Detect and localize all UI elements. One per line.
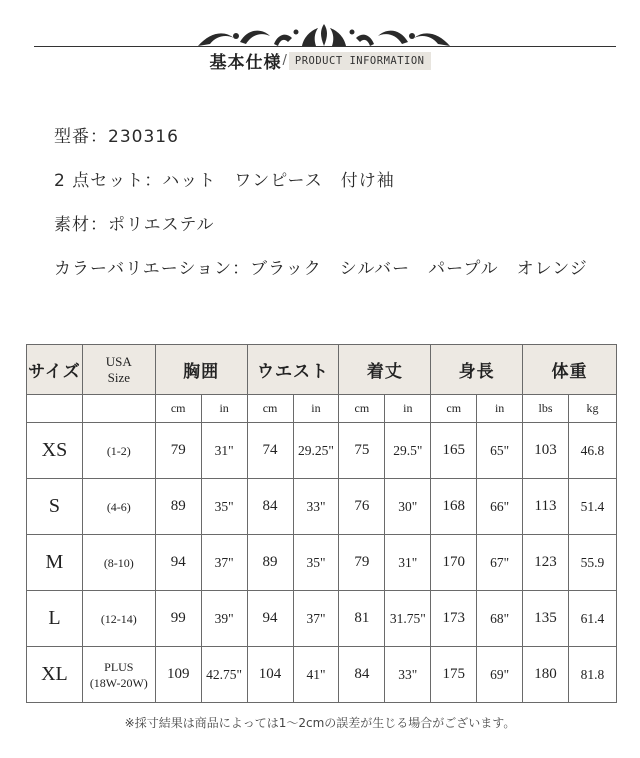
unit-label: in	[385, 395, 431, 423]
value-cell: 165	[431, 423, 477, 479]
units-blank	[82, 395, 155, 423]
heading-title: 基本仕様	[209, 53, 282, 73]
value-cell: 113	[523, 479, 569, 535]
value-cell: 89	[155, 479, 201, 535]
value-cell: 35"	[293, 535, 339, 591]
value-cell: 35"	[201, 479, 247, 535]
value-cell: 69"	[477, 647, 523, 703]
value-cell: 94	[247, 591, 293, 647]
decorative-ornament-icon	[190, 22, 458, 48]
usa-size-cell	[82, 535, 155, 591]
value-cell: 31"	[201, 423, 247, 479]
value-cell: 168	[431, 479, 477, 535]
value-cell: 75	[339, 423, 385, 479]
table-row	[27, 423, 617, 479]
header-waist: ウエスト	[247, 345, 339, 395]
value-cell: 79	[155, 423, 201, 479]
unit-label: cm	[247, 395, 293, 423]
value-cell: 170	[431, 535, 477, 591]
size-table	[26, 344, 617, 703]
usa-size-text: (18W-20W)	[89, 675, 148, 690]
unit-label: in	[477, 395, 523, 423]
header-usa-size: USA Size	[82, 345, 155, 395]
value-cell: 42.75"	[201, 647, 247, 703]
value-cell: 46.8	[568, 423, 616, 479]
value-cell: 103	[523, 423, 569, 479]
info-material: 素材：ポリエステル	[54, 215, 215, 235]
unit-label: lbs	[523, 395, 569, 423]
value-cell: 39"	[201, 591, 247, 647]
info-color-variations: カラーバリエーション：ブラック シルバー パープル オレンジ	[54, 259, 588, 279]
value-cell: 31.75"	[385, 591, 431, 647]
value-cell: 68"	[477, 591, 523, 647]
info-model-number: 型番：230316	[54, 127, 179, 147]
header-rule	[34, 46, 616, 47]
value-cell: 33"	[385, 647, 431, 703]
size-cell: M	[27, 535, 83, 591]
table-row	[27, 479, 617, 535]
value-cell: 84	[247, 479, 293, 535]
value-cell: 55.9	[568, 535, 616, 591]
table-row	[27, 647, 617, 703]
size-cell: XL	[27, 647, 83, 703]
value-cell: 30"	[385, 479, 431, 535]
value-cell: 31"	[385, 535, 431, 591]
header-weight: 体重	[523, 345, 617, 395]
value-cell: 89	[247, 535, 293, 591]
size-cell: S	[27, 479, 83, 535]
value-cell: 180	[523, 647, 569, 703]
unit-label: in	[201, 395, 247, 423]
measurement-note: ※採寸結果は商品によっては1〜2cmの誤差が生じる場合がございます。	[124, 716, 516, 730]
value-cell: 67"	[477, 535, 523, 591]
value-cell: 135	[523, 591, 569, 647]
value-cell: 123	[523, 535, 569, 591]
table-header-row	[27, 345, 617, 395]
info-set-contents: 2 点セット：ハット ワンピース 付け袖	[54, 171, 395, 191]
value-cell: 41"	[293, 647, 339, 703]
usa-size-cell	[82, 479, 155, 535]
size-cell: XS	[27, 423, 83, 479]
unit-label: cm	[155, 395, 201, 423]
heading-subtitle: PRODUCT INFORMATION	[289, 52, 431, 70]
size-cell: L	[27, 591, 83, 647]
value-cell: 29.5"	[385, 423, 431, 479]
value-cell: 173	[431, 591, 477, 647]
usa-size-text: (4-6)	[106, 499, 131, 514]
unit-label: in	[293, 395, 339, 423]
value-cell: 74	[247, 423, 293, 479]
usa-size-cell	[82, 591, 155, 647]
value-cell: 104	[247, 647, 293, 703]
value-cell: 79	[339, 535, 385, 591]
value-cell: 61.4	[568, 591, 616, 647]
unit-label: kg	[568, 395, 616, 423]
usa-size-text: (12-14)	[100, 611, 137, 626]
value-cell: 33"	[293, 479, 339, 535]
header-length: 着丈	[339, 345, 431, 395]
section-heading	[0, 48, 640, 73]
header-height: 身長	[431, 345, 523, 395]
units-blank	[27, 395, 83, 423]
header-bust: 胸囲	[155, 345, 247, 395]
unit-label: cm	[431, 395, 477, 423]
value-cell: 81	[339, 591, 385, 647]
value-cell: 51.4	[568, 479, 616, 535]
value-cell: 37"	[293, 591, 339, 647]
value-cell: 76	[339, 479, 385, 535]
product-info	[54, 121, 588, 297]
value-cell: 65"	[477, 423, 523, 479]
usa-size-text: (1-2)	[106, 443, 131, 458]
value-cell: 94	[155, 535, 201, 591]
value-cell: 109	[155, 647, 201, 703]
header-size: サイズ	[27, 345, 83, 395]
value-cell: 37"	[201, 535, 247, 591]
value-cell: 66"	[477, 479, 523, 535]
usa-size-cell	[82, 647, 155, 703]
value-cell: 29.25"	[293, 423, 339, 479]
table-row	[27, 535, 617, 591]
table-row	[27, 591, 617, 647]
value-cell: 84	[339, 647, 385, 703]
value-cell: 175	[431, 647, 477, 703]
value-cell: 81.8	[568, 647, 616, 703]
value-cell: 99	[155, 591, 201, 647]
usa-size-text: PLUS	[104, 659, 134, 674]
usa-size-cell	[82, 423, 155, 479]
unit-label: cm	[339, 395, 385, 423]
heading-slash: /	[282, 53, 287, 68]
usa-size-text: (8-10)	[103, 555, 134, 570]
size-rows	[27, 423, 617, 703]
table-units-row	[27, 395, 617, 423]
